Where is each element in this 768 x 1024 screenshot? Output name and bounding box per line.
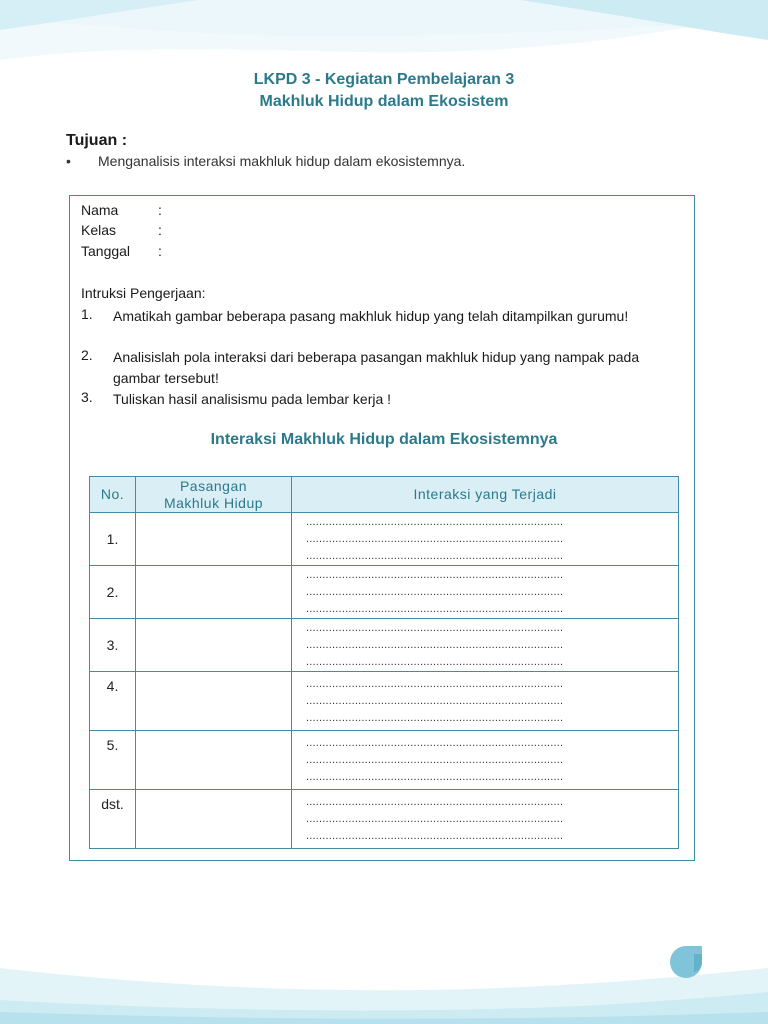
dotted-answer-line: ............................................................................... [306,549,564,562]
table-row [90,513,679,566]
pair-cell[interactable] [136,731,292,790]
leaf-logo-icon [668,944,704,980]
dotted-answer-line: ............................................................................... [306,812,564,825]
table-title: Interaksi Makhluk Hidup dalam Ekosistemnya [210,431,558,448]
pair-cell[interactable] [136,513,292,566]
instruction-text: Amatikah gambar beberapa pasang makhluk hidup yang telah ditampilkan gurumu! [113,308,629,324]
row-number: 2. [90,566,136,619]
date-label: Tanggal [81,243,131,259]
class-label: Kelas [81,222,117,238]
dotted-answer-line: ............................................................................... [306,753,564,766]
pair-cell[interactable] [136,619,292,672]
interaction-cell[interactable] [292,513,679,566]
interaction-cell[interactable] [292,619,679,672]
worksheet-subtitle: Makhluk Hidup dalam Ekosistem [259,93,509,110]
row-number: 3. [90,619,136,672]
row-number: 4. [90,672,136,731]
dotted-answer-line: ............................................................................... [306,711,564,724]
dotted-answer-line: ............................................................................... [306,736,564,749]
instructions-heading: Intruksi Pengerjaan: [81,285,206,301]
table-header-row [90,477,679,513]
dotted-answer-line: ............................................................................... [306,515,564,528]
interaction-cell[interactable] [292,731,679,790]
header-pair [136,477,292,513]
instruction-number: 2. [81,347,93,363]
dotted-answer-line: ............................................................................... [306,829,564,842]
table-row [90,790,679,849]
interaction-table [89,476,679,849]
interaction-cell[interactable] [292,790,679,849]
name-colon: : [158,202,162,218]
dotted-answer-line: ............................................................................... [306,532,564,545]
dotted-answer-line: ............................................................................... [306,602,564,615]
objective-text: Menganalisis interaksi makhluk hidup dalam ekosistemnya. [98,153,466,169]
dotted-answer-line: ............................................................................... [306,655,564,668]
table-row [90,672,679,731]
header-interaction: Interaksi yang Terjadi [292,477,679,513]
dotted-answer-line: ............................................................................... [306,795,564,808]
table-row [90,566,679,619]
table-row [90,731,679,790]
pair-cell[interactable] [136,672,292,731]
interaction-cell[interactable] [292,672,679,731]
interaction-cell[interactable] [292,566,679,619]
row-number: 5. [90,731,136,790]
instruction-number: 1. [81,306,93,322]
header-pair-text: Pasangan Makhluk Hidup [163,477,264,511]
instruction-text: Analisislah pola interaksi dari beberapa pasangan makhluk hidup yang nampak pada gambar tersebut! [113,349,640,386]
dotted-answer-line: ............................................................................... [306,638,564,651]
header-no: No. [90,477,136,513]
table-row [90,619,679,672]
pair-cell[interactable] [136,790,292,849]
dotted-answer-line: ............................................................................... [306,568,564,581]
row-number: dst. [90,790,136,849]
name-label: Nama [81,202,119,218]
dotted-answer-line: ............................................................................... [306,770,564,783]
class-colon: : [158,222,162,238]
pair-cell[interactable] [136,566,292,619]
worksheet-title: LKPD 3 - Kegiatan Pembelajaran 3 [253,71,515,88]
instruction-number: 3. [81,389,93,405]
row-number: 1. [90,513,136,566]
dotted-answer-line: ............................................................................... [306,585,564,598]
instruction-text: Tuliskan hasil analisismu pada lembar kerja ! [113,391,392,407]
dotted-answer-line: ............................................................................... [306,621,564,634]
date-colon: : [158,243,162,259]
bullet-icon: • [66,153,71,169]
objective-label: Tujuan : [66,132,128,149]
dotted-answer-line: ............................................................................... [306,694,564,707]
dotted-answer-line: ............................................................................... [306,677,564,690]
